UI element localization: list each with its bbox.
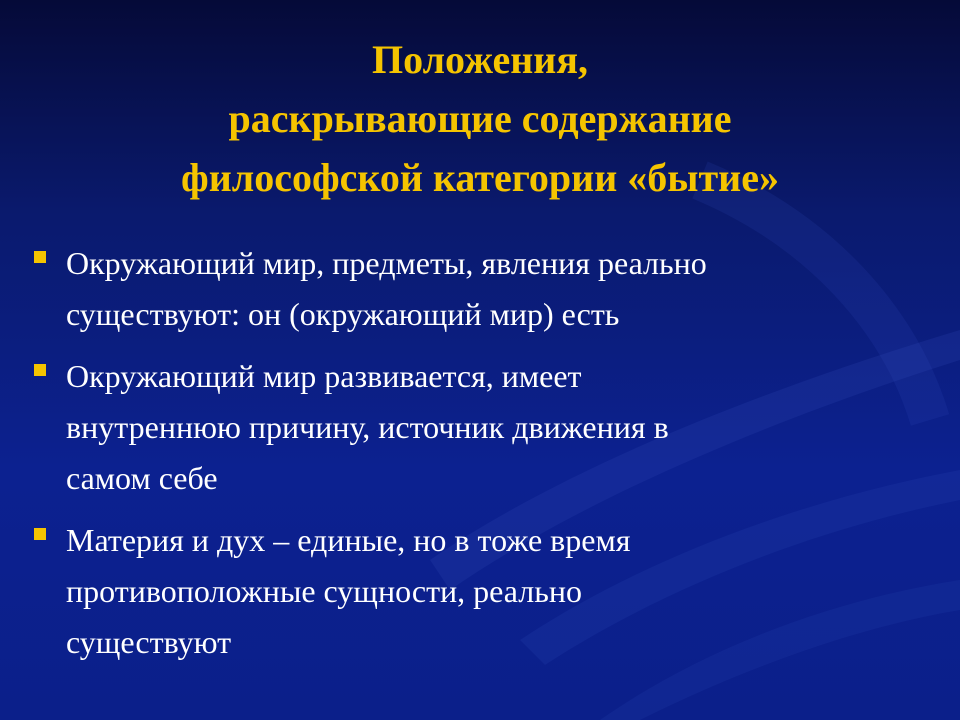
bullet-line: противоположные сущности, реально — [66, 573, 582, 609]
bullet-list — [30, 238, 910, 679]
title-line: философской категории «бытие» — [181, 155, 779, 200]
square-bullet-icon — [34, 364, 46, 376]
bullet-item — [30, 238, 910, 340]
bullet-line: существуют: он (окружающий мир) есть — [66, 296, 620, 332]
bullet-line: существуют — [66, 624, 232, 660]
bullet-line: самом себе — [66, 460, 218, 496]
square-bullet-icon — [34, 528, 46, 540]
bullet-line: Материя и дух – единые, но в тоже время — [66, 522, 631, 558]
bullet-item — [30, 515, 910, 668]
bullet-line: Окружающий мир, предметы, явления реально — [66, 245, 707, 281]
square-bullet-icon — [34, 251, 46, 263]
bullet-line: Окружающий мир развивается, имеет — [66, 358, 582, 394]
title-line: Положения, — [372, 37, 588, 82]
title-line: раскрывающие содержание — [228, 96, 732, 141]
bullet-line: внутреннюю причину, источник движения в — [66, 409, 669, 445]
slide-title — [40, 30, 920, 207]
bullet-item — [30, 351, 910, 504]
